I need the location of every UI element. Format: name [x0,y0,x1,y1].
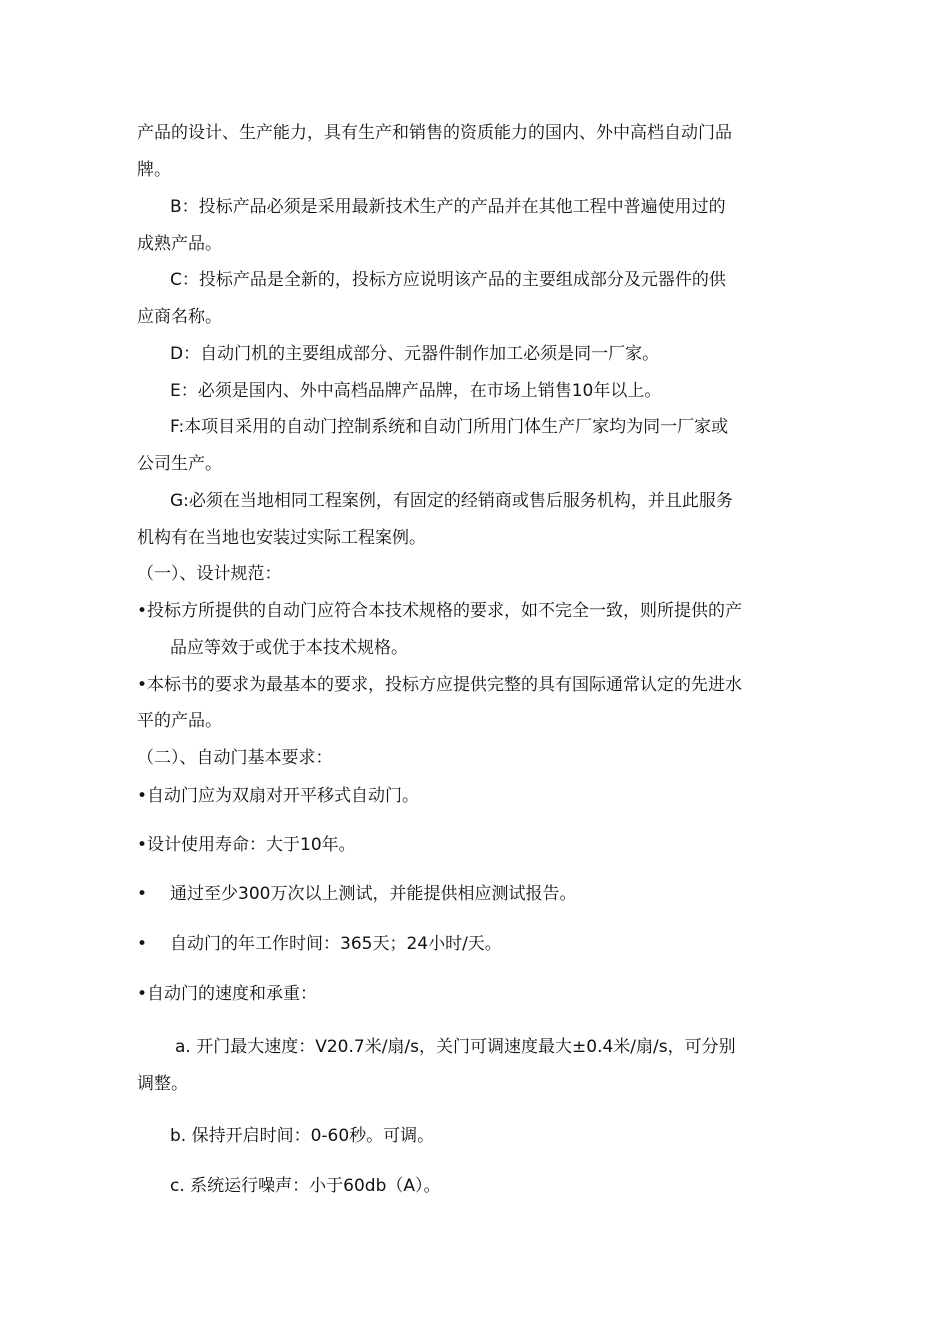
bullet-marker: • [137,884,148,904]
paragraph-line: 牌。 [137,160,171,180]
section-heading-design-spec: （一）、设计规范： [137,564,282,584]
requirement-c: C：投标产品是全新的，投标方应说明该产品的主要组成部分及元器件的供 [170,270,726,290]
sub-item-c: c. 系统运行噪声：小于60db（A）。 [170,1176,441,1196]
bullet-marker: • [137,934,148,954]
paragraph-line: 应商名称。 [137,307,222,327]
requirement-d: D：自动门机的主要组成部分、元器件制作加工必须是同一厂家。 [170,344,660,364]
bullet-item: 自动门的年工作时间：365天；24小时/天。 [170,934,502,954]
sub-item-b: b. 保持开启时间：0-60秒。可调。 [170,1126,435,1146]
requirement-f: F:本项目采用的自动门控制系统和自动门所用门体生产厂家均为同一厂家或 [170,417,729,437]
bullet-item: 通过至少300万次以上测试，并能提供相应测试报告。 [170,884,577,904]
requirement-g: G:必须在当地相同工程案例，有固定的经销商或售后服务机构，并且此服务 [170,491,733,511]
bullet-continuation: 品应等效于或优于本技术规格。 [170,638,408,658]
bullet-item: •设计使用寿命：大于10年。 [137,835,356,855]
bullet-item: •自动门应为双扇对开平移式自动门。 [137,786,420,806]
requirement-b: B：投标产品必须是采用最新技术生产的产品并在其他工程中普遍使用过的 [170,197,726,217]
paragraph-line: 公司生产。 [137,454,222,474]
paragraph-line: 产品的设计、生产能力，具有生产和销售的资质能力的国内、外中高档自动门品 [137,123,732,143]
requirement-e: E：必须是国内、外中高档品牌产品牌，在市场上销售10年以上。 [170,381,662,401]
paragraph-line: 成熟产品。 [137,234,222,254]
paragraph-line: 机构有在当地也安装过实际工程案例。 [137,528,426,548]
section-heading-basic-requirements: （二）、自动门基本要求： [137,748,333,768]
bullet-item: •投标方所提供的自动门应符合本技术规格的要求，如不完全一致，则所提供的产 [137,601,743,621]
bullet-item: •自动门的速度和承重： [137,984,318,1004]
bullet-continuation: 平的产品。 [137,711,222,731]
sub-item-continuation: 调整。 [137,1074,188,1094]
sub-item-a: a. 开门最大速度：V20.7米/扇/s，关门可调速度最大±0.4米/扇/s，可分别 [175,1037,736,1057]
bullet-item: •本标书的要求为最基本的要求，投标方应提供完整的具有国际通常认定的先进水 [137,675,743,695]
